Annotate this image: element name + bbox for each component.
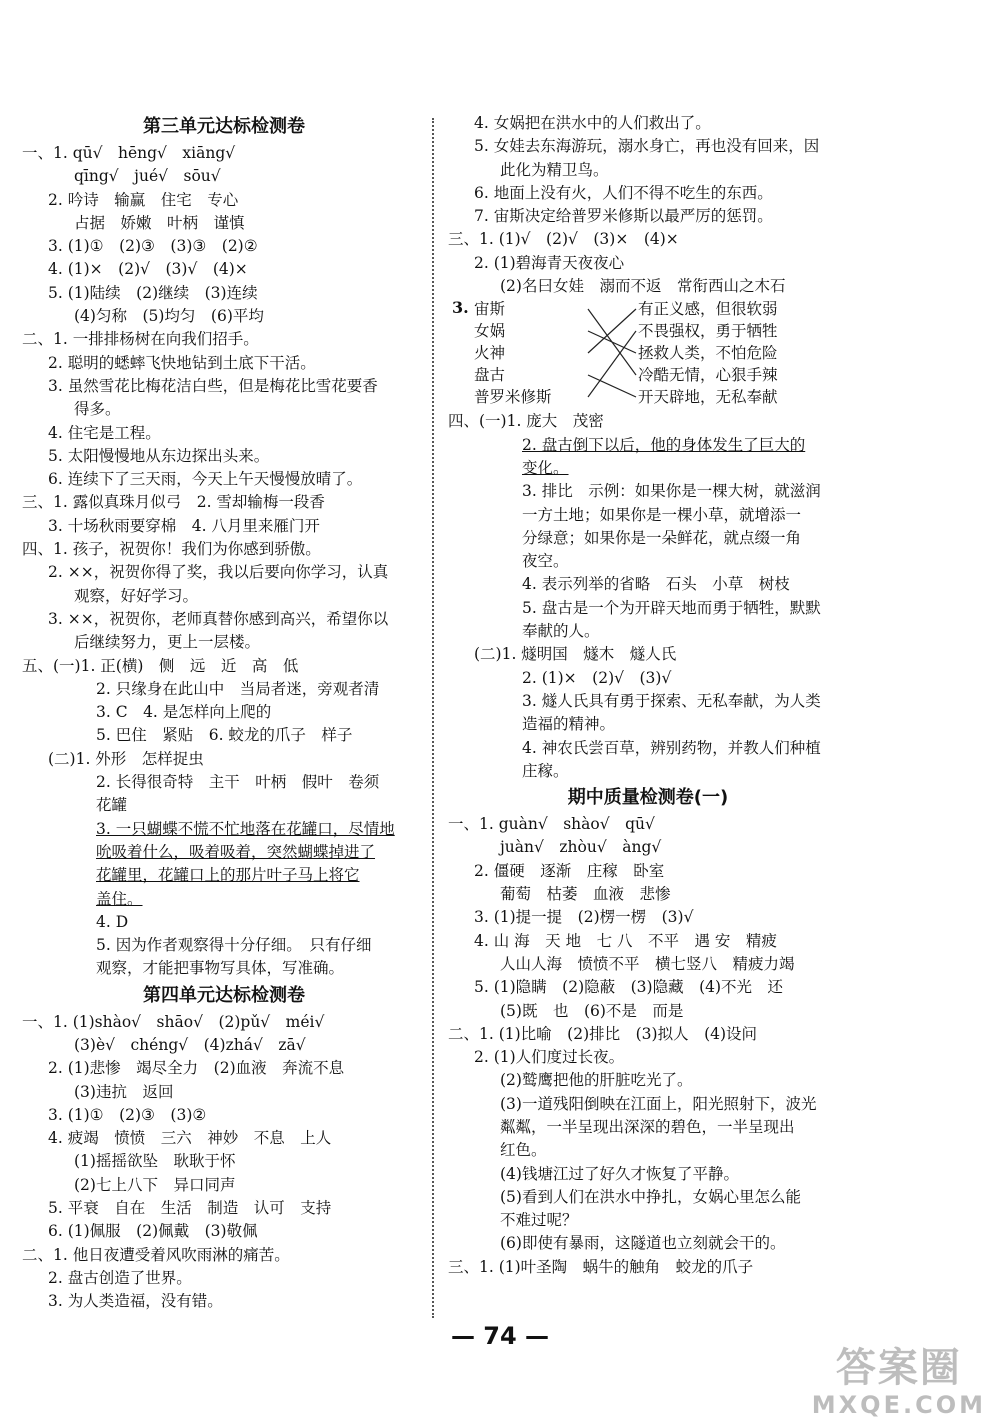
column-divider — [432, 118, 434, 1318]
answer-line: 葡萄 枯萎 血液 悲惨 — [500, 885, 671, 904]
answer-line: 4. 疲竭 愤愤 三六 神妙 不息 上人 — [48, 1129, 332, 1148]
underlined-answer: 2. 盘古倒下以后，他的身体发生了巨大的 — [522, 435, 806, 454]
answer-line: 4. D — [96, 912, 129, 931]
answer-line: juàn√ zhòu√ àng√ — [500, 838, 662, 857]
answer-line: 夜空。 — [522, 552, 569, 571]
answer-line — [22, 864, 426, 887]
answer-line: 5. 因为作者观察得十分仔细。 只有仔细 — [96, 936, 372, 955]
answer-line: (5)既 也 (6)不是 而是 — [500, 1001, 684, 1020]
answer-line: 人山人海 愤愤不平 横七竖八 精疲力竭 — [500, 954, 795, 973]
answer-line: (4)匀称 (5)均匀 (6)平均 — [74, 307, 264, 326]
answer-line: 二、1. 一排排杨树在向我们招手。 — [22, 330, 259, 349]
answer-line: 2. ××，祝贺你得了奖，我以后要向你学习，认真 — [48, 563, 389, 582]
answer-line: 5. (1)隐瞒 (2)隐蔽 (3)隐藏 (4)不光 还 — [474, 978, 784, 997]
answer-line: (5)看到人们在洪水中挣扎，女娲心里怎么能 — [500, 1187, 801, 1206]
answer-line: 一、1. guàn√ shào√ qū√ — [448, 815, 655, 834]
answer-line: 3. (1)① (2)③ (3)② — [48, 1105, 207, 1124]
answer-line: 三、1. 露似真珠月似弓 2. 雪却输梅一段香 — [22, 493, 325, 512]
underlined-answer: 盖住。 — [96, 889, 143, 908]
answer-line: 6. (1)佩服 (2)佩戴 (3)敬佩 — [48, 1222, 258, 1241]
answer-line: 2. (1)人们度过长夜。 — [474, 1048, 625, 1067]
answer-line: 2. (1)× (2)√ (3)√ — [522, 668, 672, 687]
matching-right-list — [638, 298, 858, 408]
answer-line: 3. 为人类造福，没有错。 — [48, 1292, 223, 1311]
answer-line: 5. (1)陆续 (2)继续 (3)连续 — [48, 283, 258, 302]
answer-line: 一方土地；如果你是一棵小草，就增添一 — [522, 505, 802, 524]
answer-line: 5. 平衰 自在 生活 制造 认可 支持 — [48, 1199, 332, 1218]
answer-line: 后继续努力，更上一层楼。 — [74, 633, 261, 652]
answer-line: (2)七上八下 异口同声 — [74, 1175, 236, 1194]
matching-right-item: 不畏强权，勇于牺牲 — [638, 322, 778, 341]
right-column — [448, 112, 848, 1279]
answer-line: 红色。 — [500, 1141, 547, 1160]
answer-line: 二、1. (1)比喻 (2)排比 (3)拟人 (4)设问 — [448, 1024, 758, 1043]
answer-line: 庄稼。 — [522, 761, 569, 780]
answer-line: 4. 住宅是工程。 — [48, 423, 161, 442]
answer-line: (3)违抗 返回 — [74, 1082, 174, 1101]
answer-line: 3. 虽然雪花比梅花洁白些，但是梅花比雪花要香 — [48, 376, 378, 395]
watermark-url: MXQE.COM — [811, 1391, 986, 1419]
answer-line — [22, 841, 426, 864]
answer-line: 3. (1)① (2)③ (3)③ (2)② — [48, 237, 258, 256]
page-number: — 74 — — [450, 1322, 550, 1350]
answer-line: 6. 连续下了三天雨，今天上午天慢慢放晴了。 — [48, 470, 363, 489]
answer-line: 占据 娇嫩 叶柄 谨慎 — [74, 213, 245, 232]
answer-line: 2. 僵硬 逐渐 庄稼 卧室 — [474, 861, 665, 880]
answer-line: 花罐 — [96, 796, 128, 815]
answer-line: 不难过呢？ — [500, 1211, 578, 1230]
answer-line: 3. 十场秋雨要穿棉 4. 八月里来雁门开 — [48, 516, 320, 535]
answer-line: 五、(一)1. 正(横) 侧 远 近 高 低 — [22, 656, 299, 675]
answer-line: 观察，好好学习。 — [74, 586, 199, 605]
matching-left-item: 女娲 — [474, 322, 506, 341]
answer-line — [22, 888, 426, 911]
answer-line — [448, 434, 848, 457]
matching-right-item: 冷酷无情，心狠手辣 — [638, 366, 778, 385]
answer-line: 3. C 4. 是怎样向上爬的 — [96, 703, 272, 722]
answer-line: (2)鹫鹰把他的肝脏吃光了。 — [500, 1071, 693, 1090]
answer-line: (3)一道残阳倒映在江面上，阳光照射下，波光 — [500, 1094, 817, 1113]
answer-line: 造福的精神。 — [522, 715, 616, 734]
section-title: 期中质量检测卷(一) — [567, 787, 729, 809]
watermark-logo — [812, 1345, 986, 1419]
answer-line: 三、1. (1)√ (2)√ (3)× (4)× — [448, 230, 679, 249]
answer-line: 4. 神农氏尝百草，辨别药物，并教人们种植 — [522, 738, 821, 757]
answer-line: (4)钱塘江过了好久才恢复了平静。 — [500, 1164, 739, 1183]
answer-line: 6. 地面上没有火，人们不得不吃生的东西。 — [474, 183, 773, 202]
answer-line: 2. 长得很奇特 主干 叶柄 假叶 卷须 — [96, 773, 380, 792]
matching-left-item: 火神 — [474, 344, 506, 363]
matching-right-item: 开天辟地，无私奉献 — [638, 388, 778, 407]
answer-line: 三、1. (1)叶圣陶 蜗牛的触角 蛟龙的爪子 — [448, 1257, 754, 1276]
answer-line — [22, 818, 426, 841]
matching-left-list — [452, 298, 604, 408]
answer-line: 2. 吟诗 输赢 住宅 专心 — [48, 190, 239, 209]
answer-line: (6)即使有暴雨，这隧道也立刻就会干的。 — [500, 1234, 786, 1253]
right-column-top — [448, 112, 848, 298]
matching-exercise — [448, 298, 848, 410]
underlined-answer: 花罐里，花罐口上的那片叶子马上将它 — [96, 866, 360, 885]
answer-line: 5. 盘古是一个为开辟天地而勇于牺牲，默默 — [522, 598, 821, 617]
answer-line: 5. 女娃去东海游玩，溺水身亡，再也没有回来，因 — [474, 137, 820, 156]
matching-right-item: 有正义感，但很软弱 — [638, 300, 778, 319]
matching-right-item: 拯救人类，不怕危险 — [638, 344, 778, 363]
answer-line: 一、1. (1)shào√ shāo√ (2)pǔ√ méi√ — [22, 1012, 325, 1031]
matching-number: 3. — [452, 298, 469, 318]
answer-line: 二、1. 他日夜遭受着风吹雨淋的痛苦。 — [22, 1245, 290, 1264]
answer-line: 2. (1)碧海青天夜夜心 — [474, 253, 625, 272]
answer-line: 奉献的人。 — [522, 622, 600, 641]
underlined-answer: 变化。 — [522, 458, 569, 477]
answer-line: (2)名曰女娃 溺而不返 常衔西山之木石 — [500, 277, 786, 296]
answer-line: 粼粼，一半呈现出深深的碧色，一半呈现出 — [500, 1117, 795, 1136]
section-title: 第三单元达标检测卷 — [143, 116, 305, 137]
answer-line: 此化为精卫鸟。 — [500, 160, 609, 179]
answer-line: 2. 只缘身在此山中 当局者迷，旁观者清 — [96, 679, 380, 698]
answer-line: 4. 女娲把在洪水中的人们救出了。 — [474, 114, 711, 132]
answer-line: 观察，才能把事物写具体，写准确。 — [96, 959, 345, 978]
answer-line: 3. (1)提一提 (2)楞一楞 (3)√ — [474, 908, 694, 927]
answer-line: (二)1. 外形 怎样捉虫 — [48, 749, 204, 768]
right-column-bottom — [448, 410, 848, 1279]
answer-line: 分绿意；如果你是一朵鲜花，就点缀一角 — [522, 528, 802, 547]
answer-line: 2. (1)悲惨 竭尽全力 (2)血液 奔流不息 — [48, 1059, 345, 1078]
answer-line: 一、1. qū√ hēng√ xiāng√ — [22, 144, 236, 162]
answer-line: qīng√ jué√ sōu√ — [74, 167, 221, 186]
matching-left-item: 盘古 — [474, 366, 506, 385]
watermark-title: 答案圈 — [835, 1345, 962, 1391]
underlined-answer: 吮吸着什么，吸着吸着，突然蝴蝶掉进了 — [96, 842, 376, 861]
answer-line: 得多。 — [74, 400, 121, 419]
answer-line: (3)è√ chéng√ (4)zhá√ zā√ — [74, 1035, 306, 1054]
answer-line: 4. 山 海 天 地 七 八 不平 遇 安 精疲 — [474, 931, 777, 950]
matching-left-item: 宙斯 — [474, 300, 506, 319]
section-title: 第四单元达标检测卷 — [143, 984, 305, 1006]
answer-line: 2. 聪明的蟋蟀飞快地钻到土底下干活。 — [48, 353, 316, 372]
answer-line: 四、1. 孩子，祝贺你！我们为你感到骄傲。 — [22, 540, 321, 559]
answer-line: 四、(一)1. 庞大 茂密 — [448, 412, 604, 431]
answer-line: 5. 太阳慢慢地从东边探出头来。 — [48, 446, 270, 465]
answer-line: 3. ××，祝贺你，老师真替你感到高兴，希望你以 — [48, 609, 389, 628]
answer-line: 2. 盘古创造了世界。 — [48, 1268, 192, 1287]
matching-left-item: 普罗米修斯 — [474, 388, 552, 407]
answer-line: 3. 排比 示例：如果你是一棵大树，就滋润 — [522, 482, 821, 501]
answer-line: 3. 燧人氏具有勇于探索、无私奉献，为人类 — [522, 691, 821, 710]
answer-line: (1)摇摇欲坠 耿耿于怀 — [74, 1152, 236, 1171]
answer-line: 7. 宙斯决定给普罗米修斯以最严厉的惩罚。 — [474, 207, 773, 226]
answer-line: 4. (1)× (2)√ (3)√ (4)× — [48, 260, 248, 279]
underlined-answer: 3. 一只蝴蝶不慌不忙地落在花罐口，尽情地 — [96, 819, 395, 838]
answer-line — [448, 457, 848, 480]
answer-line: 4. 表示列举的省略 石头 小草 树枝 — [522, 575, 790, 594]
answer-line: 5. 巴住 紧贴 6. 蛟龙的爪子 样子 — [96, 726, 353, 745]
left-column — [22, 112, 426, 1314]
answer-line: (二)1. 燧明国 燧木 燧人氏 — [474, 645, 677, 664]
